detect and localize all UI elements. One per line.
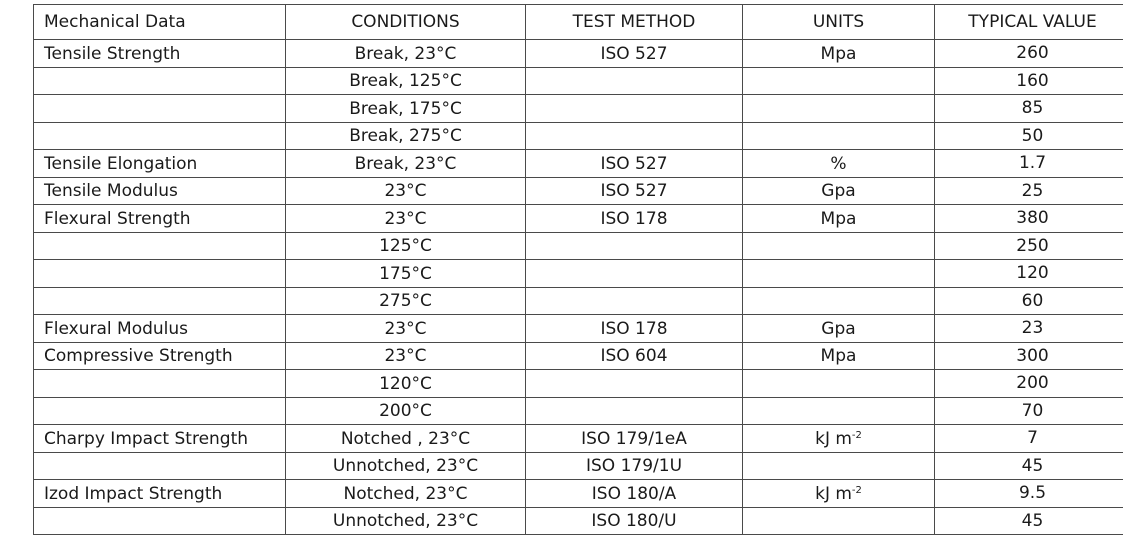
test-method-cell: ISO 180/U <box>526 507 743 535</box>
header-mechanical-data: Mechanical Data <box>34 5 286 40</box>
test-method-cell: ISO 527 <box>526 177 743 205</box>
property-cell <box>34 260 286 288</box>
typical-value-cell: 1.7 <box>935 150 1123 178</box>
typical-value-cell: 70 <box>935 397 1123 425</box>
condition-cell: Notched, 23°C <box>286 480 526 508</box>
condition-cell: Notched , 23°C <box>286 425 526 453</box>
mechanical-data-table <box>33 4 1123 535</box>
unit-exponent: -2 <box>851 429 862 441</box>
condition-cell: Break, 23°C <box>286 40 526 68</box>
table-row <box>34 342 1123 370</box>
property-cell <box>34 232 286 260</box>
unit-cell: % <box>743 150 935 178</box>
test-method-cell <box>526 397 743 425</box>
unit-cell <box>743 67 935 95</box>
condition-cell: 125°C <box>286 232 526 260</box>
condition-cell: 23°C <box>286 177 526 205</box>
unit-cell: Mpa <box>743 205 935 233</box>
condition-cell: 200°C <box>286 397 526 425</box>
unit-cell <box>743 232 935 260</box>
unit-cell: Gpa <box>743 177 935 205</box>
property-cell <box>34 507 286 535</box>
test-method-cell <box>526 95 743 123</box>
test-method-cell: ISO 180/A <box>526 480 743 508</box>
property-cell: Compressive Strength <box>34 342 286 370</box>
test-method-cell <box>526 370 743 398</box>
typical-value-cell: 45 <box>935 507 1123 535</box>
typical-value-cell: 160 <box>935 67 1123 95</box>
property-cell <box>34 95 286 123</box>
unit-text: kJ m <box>815 428 852 449</box>
typical-value-cell: 45 <box>935 452 1123 480</box>
typical-value-cell: 260 <box>935 40 1123 68</box>
unit-cell <box>743 452 935 480</box>
test-method-cell <box>526 260 743 288</box>
property-cell: Tensile Elongation <box>34 150 286 178</box>
property-cell <box>34 397 286 425</box>
unit-cell: Mpa <box>743 40 935 68</box>
test-method-cell <box>526 232 743 260</box>
table-row <box>34 232 1123 260</box>
property-cell <box>34 67 286 95</box>
table-row <box>34 287 1123 315</box>
table-row <box>34 67 1123 95</box>
typical-value-cell: 85 <box>935 95 1123 123</box>
typical-value-cell: 9.5 <box>935 480 1123 508</box>
table-row <box>34 260 1123 288</box>
condition-cell: 23°C <box>286 342 526 370</box>
property-cell: Flexural Strength <box>34 205 286 233</box>
test-method-cell <box>526 287 743 315</box>
table-row <box>34 315 1123 343</box>
unit-text: kJ m <box>815 483 852 504</box>
property-cell: Charpy Impact Strength <box>34 425 286 453</box>
header-units: UNITS <box>743 5 935 40</box>
table-row <box>34 507 1123 535</box>
unit-cell <box>743 480 935 508</box>
unit-cell <box>743 425 935 453</box>
unit-cell <box>743 260 935 288</box>
property-cell <box>34 287 286 315</box>
table-row <box>34 122 1123 150</box>
table-row <box>34 205 1123 233</box>
unit-cell <box>743 122 935 150</box>
unit-cell <box>743 370 935 398</box>
typical-value-cell: 250 <box>935 232 1123 260</box>
table-row <box>34 480 1123 508</box>
condition-cell: 275°C <box>286 287 526 315</box>
test-method-cell: ISO 178 <box>526 205 743 233</box>
table-row <box>34 370 1123 398</box>
condition-cell: Unnotched, 23°C <box>286 452 526 480</box>
test-method-cell: ISO 527 <box>526 40 743 68</box>
table-row <box>34 452 1123 480</box>
table-row <box>34 425 1123 453</box>
test-method-cell: ISO 179/1U <box>526 452 743 480</box>
condition-cell: 23°C <box>286 315 526 343</box>
unit-cell <box>743 397 935 425</box>
condition-cell: Break, 275°C <box>286 122 526 150</box>
typical-value-cell: 7 <box>935 425 1123 453</box>
table-row <box>34 177 1123 205</box>
typical-value-cell: 200 <box>935 370 1123 398</box>
typical-value-cell: 120 <box>935 260 1123 288</box>
test-method-cell: ISO 178 <box>526 315 743 343</box>
property-cell <box>34 370 286 398</box>
typical-value-cell: 300 <box>935 342 1123 370</box>
typical-value-cell: 380 <box>935 205 1123 233</box>
table-row <box>34 150 1123 178</box>
header-typical-value: TYPICAL VALUE <box>935 5 1123 40</box>
property-cell: Tensile Strength <box>34 40 286 68</box>
typical-value-cell: 23 <box>935 315 1123 343</box>
table-row <box>34 95 1123 123</box>
condition-cell: Break, 125°C <box>286 67 526 95</box>
condition-cell: 23°C <box>286 205 526 233</box>
typical-value-cell: 50 <box>935 122 1123 150</box>
unit-cell <box>743 287 935 315</box>
test-method-cell: ISO 179/1eA <box>526 425 743 453</box>
test-method-cell <box>526 122 743 150</box>
condition-cell: 175°C <box>286 260 526 288</box>
typical-value-cell: 60 <box>935 287 1123 315</box>
header-conditions: CONDITIONS <box>286 5 526 40</box>
test-method-cell: ISO 604 <box>526 342 743 370</box>
unit-cell <box>743 95 935 123</box>
property-cell: Tensile Modulus <box>34 177 286 205</box>
table-body <box>34 40 1123 535</box>
test-method-cell <box>526 67 743 95</box>
header-test-method: TEST METHOD <box>526 5 743 40</box>
header-row <box>34 5 1123 40</box>
property-cell <box>34 122 286 150</box>
table-row <box>34 40 1123 68</box>
unit-cell <box>743 507 935 535</box>
property-cell: Flexural Modulus <box>34 315 286 343</box>
typical-value-cell: 25 <box>935 177 1123 205</box>
unit-cell: Gpa <box>743 315 935 343</box>
unit-exponent: -2 <box>851 484 862 496</box>
property-cell <box>34 452 286 480</box>
condition-cell: Break, 23°C <box>286 150 526 178</box>
condition-cell: 120°C <box>286 370 526 398</box>
condition-cell: Break, 175°C <box>286 95 526 123</box>
table-row <box>34 397 1123 425</box>
condition-cell: Unnotched, 23°C <box>286 507 526 535</box>
test-method-cell: ISO 527 <box>526 150 743 178</box>
property-cell: Izod Impact Strength <box>34 480 286 508</box>
unit-cell: Mpa <box>743 342 935 370</box>
